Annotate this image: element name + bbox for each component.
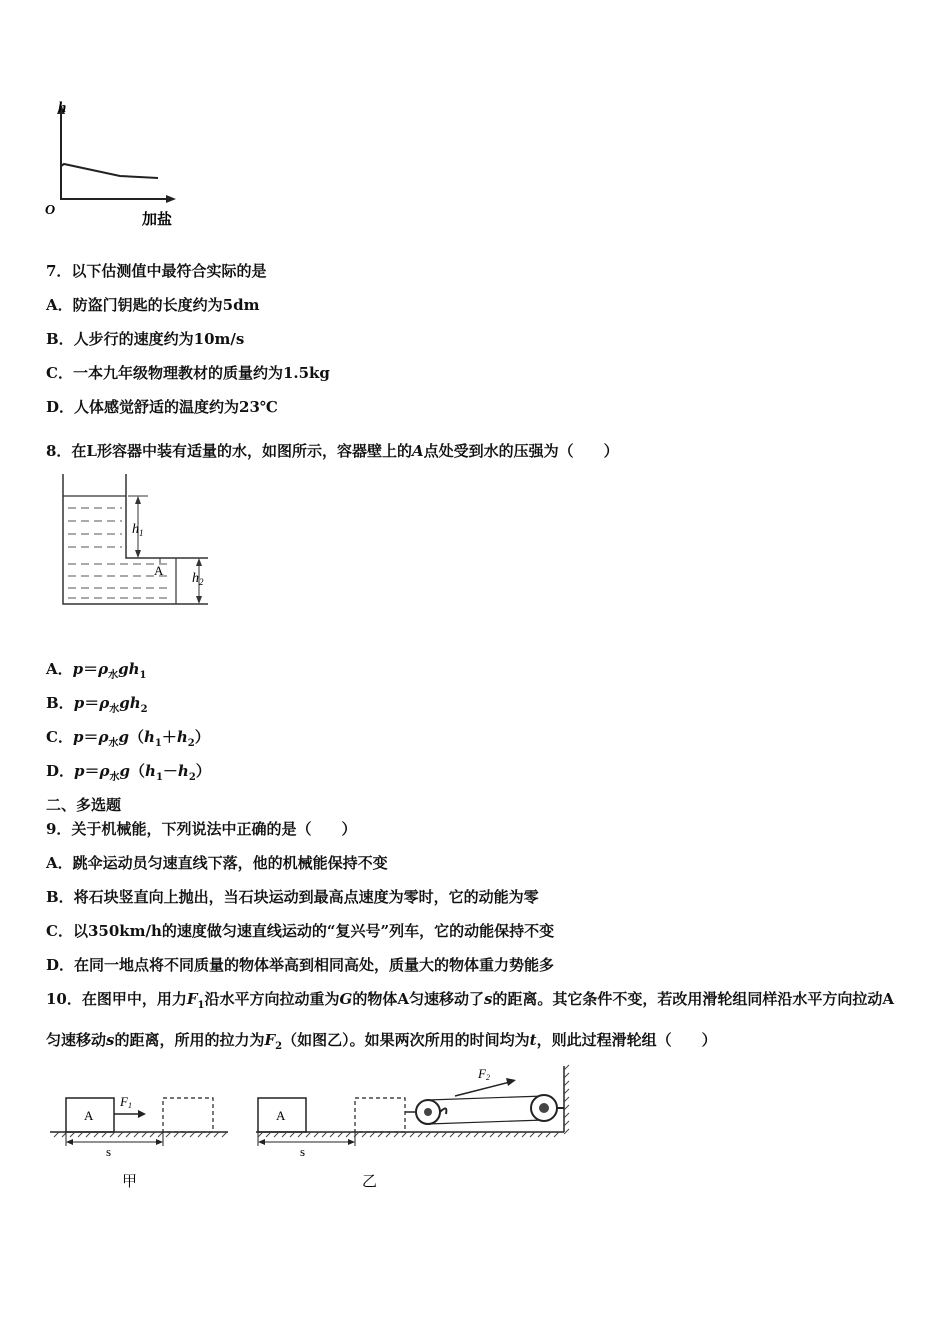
graph-curve xyxy=(61,164,158,178)
force-f2-label: F2 xyxy=(478,1066,490,1082)
rope-upper xyxy=(428,1096,544,1100)
origin-label: O xyxy=(45,203,56,218)
q9-stem: 9．关于机械能，下列说法中正确的是（ ） xyxy=(46,820,357,838)
caption-yi: 乙 xyxy=(362,1174,378,1190)
q8-option-a: A．$p=\rho_水gh_1$ xyxy=(46,660,147,681)
caption-jia: 甲 xyxy=(122,1174,138,1190)
q8-stem-var: A xyxy=(412,442,424,460)
q7-stem: 7．以下估测值中最符合实际的是 xyxy=(46,262,267,280)
h2-up-arrow-icon xyxy=(196,558,202,566)
block-a-label-jia: A xyxy=(84,1108,94,1123)
h2-label: $h_2$ xyxy=(192,571,204,587)
q9-option-b: B．将石块竖直向上抛出，当石块运动到最高点速度为零时，它的动能为零 xyxy=(46,888,539,906)
figure-jia xyxy=(48,1084,233,1194)
force-f2-line xyxy=(455,1082,510,1096)
q10-stem: 10．在图甲中，用力$F_1$沿水平方向拉动重为G的物体A匀速移动了s的距离。其它条件不变，若改用滑轮组同样沿水平方向拉动A匀速移动s的距离，所用的拉力为$F_2$（如图乙）。如果两次所用的时间均为t，则此过程滑轮组（ ） xyxy=(46,990,895,1052)
hook-icon xyxy=(440,1108,446,1114)
h2-down-arrow-icon xyxy=(196,596,202,604)
fixed-pulley-axle xyxy=(539,1103,549,1113)
water-dashes xyxy=(68,508,172,598)
x-axis-arrow-icon xyxy=(166,195,176,203)
distance-arrow-right-yi-icon xyxy=(348,1139,355,1145)
q7-option-c: C．一本九年级物理教材的质量约为1.5kg xyxy=(46,364,330,382)
q7-option-d: D．人体感觉舒适的温度约为23℃ xyxy=(46,398,278,416)
h1-down-arrow-icon xyxy=(135,550,141,558)
h1-up-arrow-icon xyxy=(135,496,141,504)
distance-arrow-left-yi-icon xyxy=(258,1139,265,1145)
distance-arrow-right-icon xyxy=(156,1139,163,1145)
container-outline xyxy=(63,474,208,604)
distance-label-jia: s xyxy=(106,1144,112,1159)
q8-stem-text: 8．在L形容器中装有适量的水，如图所示，容器壁上的 xyxy=(46,442,412,460)
movable-pulley-axle xyxy=(424,1108,432,1116)
point-a-label: A xyxy=(154,563,164,578)
x-axis-label: 加盐 xyxy=(142,212,173,228)
figure-yi xyxy=(250,1060,580,1194)
q9-option-a: A．跳伞运动员匀速直线下落，他的机械能保持不变 xyxy=(46,854,388,872)
rope-lower xyxy=(428,1120,544,1124)
h1-label: $h_1$ xyxy=(132,522,144,538)
force-f1-label: F1 xyxy=(120,1094,132,1110)
q8-option-b: B．$p=\rho_水gh_2$ xyxy=(46,694,148,715)
q8-option-c: C．$p=\rho_水g(h_1+h_2)$ xyxy=(46,728,210,749)
distance-label-yi: s xyxy=(300,1144,306,1159)
q8-stem-text-end: 点处受到水的压强为（ ） xyxy=(423,442,619,460)
block-a-label-yi: A xyxy=(276,1108,286,1123)
q8-stem xyxy=(46,441,619,461)
block-end-position-yi xyxy=(355,1098,405,1132)
block-end-position-jia xyxy=(163,1098,213,1132)
q8-option-d: D．$p=\rho_水g(h_1-h_2)$ xyxy=(46,762,211,783)
q9-option-c: C．以350km/h的速度做匀速直线运动的“复兴号”列车，它的动能保持不变 xyxy=(46,922,555,940)
force-f1-arrow-icon xyxy=(138,1110,146,1118)
y-axis-label: h xyxy=(58,100,67,116)
q7-option-b: B．人步行的速度约为10m/s xyxy=(46,330,245,348)
q7-option-a: A．防盗门钥匙的长度约为5dm xyxy=(46,296,260,314)
distance-arrow-left-icon xyxy=(66,1139,73,1145)
section-heading-multiple-choice: 二、多选题 xyxy=(46,796,122,814)
graph-h-vs-salt xyxy=(40,100,200,230)
l-container-figure xyxy=(58,474,218,609)
force-f2-arrow-icon xyxy=(506,1078,516,1086)
q9-option-d: D．在同一地点将不同质量的物体举高到相同高处，质量大的物体重力势能多 xyxy=(46,956,555,974)
